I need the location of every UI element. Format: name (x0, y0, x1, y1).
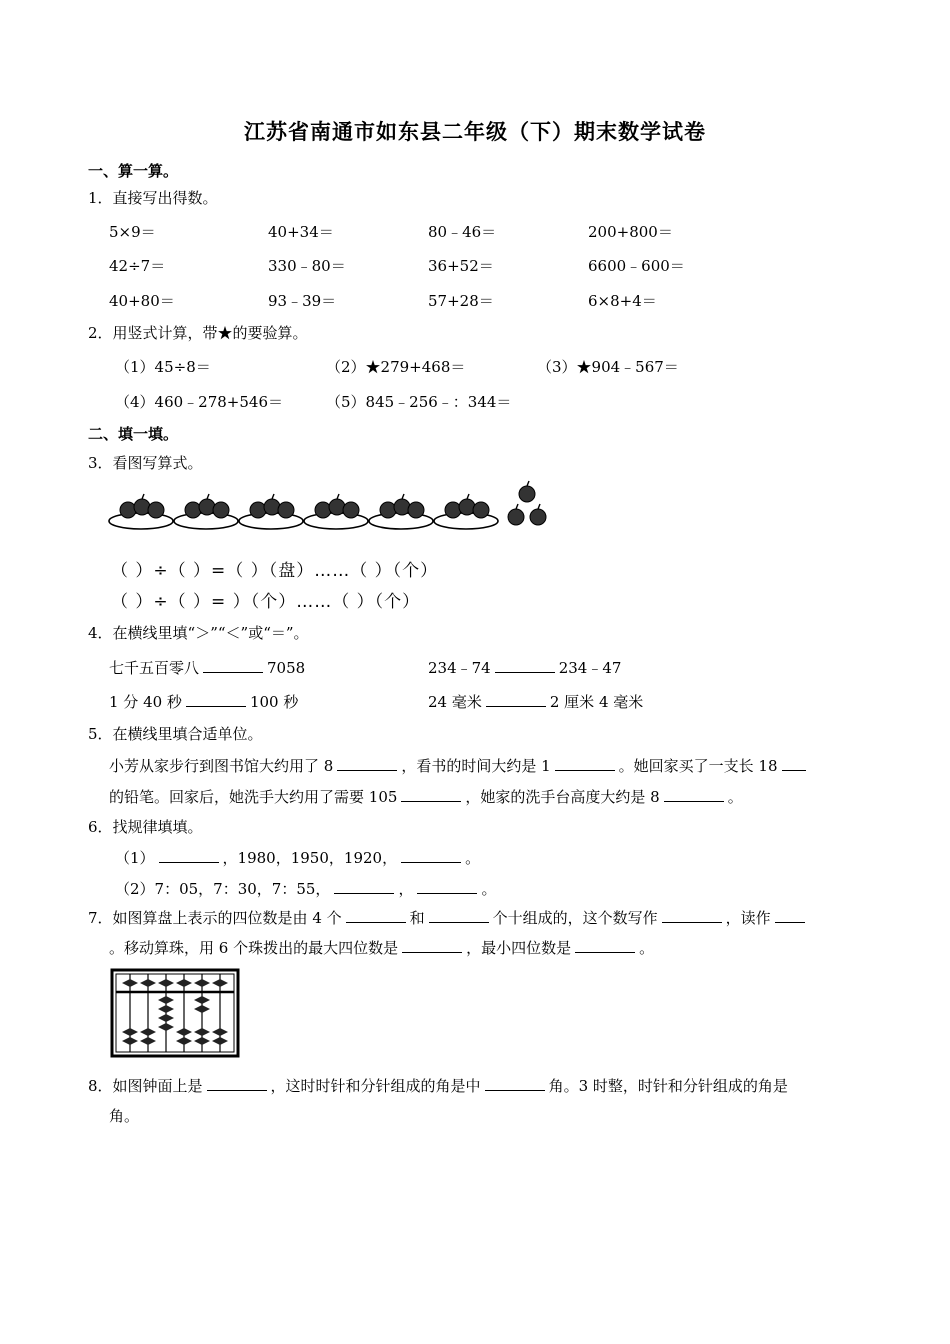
q5-text: 的铅笔。回家后，她洗手大约用了需要 105 (109, 788, 398, 806)
q5-line-2 (109, 786, 743, 807)
answer-blank[interactable] (775, 910, 805, 923)
q8-line-2: 角。 (109, 1107, 140, 1125)
answer-blank[interactable] (555, 758, 615, 771)
q4-item-c (109, 691, 298, 712)
calc-item: 5×9＝ (109, 223, 156, 241)
calc-item: 42÷7＝ (109, 257, 166, 275)
answer-blank[interactable] (417, 881, 477, 894)
answer-blank[interactable] (334, 881, 394, 894)
q5-text: 小芳从家步行到图书馆大约用了 8 (109, 757, 334, 775)
q5-text: ，她家的洗手台高度大约是 8 (465, 788, 660, 806)
q6-text: （2）7：05，7：30，7：55， (115, 880, 331, 898)
q8-line-1 (88, 1075, 788, 1096)
answer-blank[interactable] (401, 850, 461, 863)
q7-text: ，最小四位数是 (466, 939, 572, 957)
answer-blank[interactable] (159, 850, 219, 863)
calc-item: 93﹣39＝ (268, 292, 337, 310)
q4-a-left: 七千五百零八 (109, 659, 200, 677)
apple-plates-figure (108, 480, 558, 540)
q7-line-2 (109, 937, 654, 958)
abacus-figure (110, 968, 240, 1058)
q3-equation-row-1: （ ）÷（ ）=（ ）（盘）……（ ）（个） (111, 561, 439, 581)
answer-blank[interactable] (782, 758, 806, 771)
vertical-calc-item: （4）460﹣278+546＝ (115, 393, 284, 411)
q4-b-right: 234﹣47 (558, 659, 622, 677)
answer-blank[interactable] (429, 910, 489, 923)
q4-d-left: 24 毫米 (428, 693, 482, 711)
q1-stem: 1．直接写出得数。 (88, 189, 218, 207)
q7-line-1 (88, 907, 809, 928)
q4-item-a (109, 657, 305, 678)
answer-blank[interactable] (486, 694, 546, 707)
answer-blank[interactable] (495, 660, 555, 673)
answer-blank[interactable] (402, 940, 462, 953)
answer-blank[interactable] (186, 694, 246, 707)
q5-line-1 (109, 755, 810, 776)
q4-b-left: 234﹣74 (428, 659, 491, 677)
vertical-calc-item: （1）45÷8＝ (115, 358, 211, 376)
answer-blank[interactable] (346, 910, 406, 923)
calc-item: 80﹣46＝ (428, 223, 497, 241)
q7-text: 。 (639, 939, 655, 957)
q8-text: ，这时时针和分针组成的角是中 (270, 1077, 481, 1095)
answer-blank[interactable] (664, 789, 724, 802)
q3-equation-row-2: （ ）÷（ ）= ）（个）……（ ）（个） (111, 592, 421, 612)
section-heading-1: 一、算一算。 (88, 162, 179, 180)
calc-item: 6600﹣600＝ (588, 257, 685, 275)
calc-item: 6×8+4＝ (588, 292, 657, 310)
q5-stem: 5．在横线里填合适单位。 (88, 725, 263, 743)
q5-text: ，看书的时间大约是 1 (401, 757, 551, 775)
q8-text: 8．如图钟面上是 (88, 1077, 203, 1095)
calc-item: 57+28＝ (428, 292, 494, 310)
q6-part-1 (115, 847, 480, 868)
vertical-calc-item: （2）★279+468＝ (326, 358, 466, 376)
q6-text: ， (398, 880, 414, 898)
section-heading-2: 二、填一填。 (88, 425, 179, 443)
answer-blank[interactable] (662, 910, 722, 923)
page-title: 江苏省南通市如东县二年级（下）期末数学试卷 (244, 119, 706, 144)
q4-d-right: 2 厘米 4 毫米 (549, 693, 644, 711)
q4-c-left: 1 分 40 秒 (109, 693, 182, 711)
q6-text: ，1980，1950，1920， (222, 849, 398, 867)
q4-a-right: 7058 (267, 659, 306, 677)
q4-item-b (428, 657, 621, 678)
vertical-calc-item: （3）★904﹣567＝ (537, 358, 679, 376)
q7-text: ，读作 (725, 909, 771, 927)
q5-text: 。 (727, 788, 743, 806)
q6-stem: 6．找规律填填。 (88, 818, 203, 836)
answer-blank[interactable] (575, 940, 635, 953)
q4-item-d (428, 691, 643, 712)
answer-blank[interactable] (207, 1078, 267, 1091)
q6-text: 。 (481, 880, 497, 898)
answer-blank[interactable] (401, 789, 461, 802)
q6-part-2 (115, 878, 496, 899)
q7-text: 7．如图算盘上表示的四位数是由 4 个 (88, 909, 342, 927)
answer-blank[interactable] (203, 660, 263, 673)
q5-text: 。她回家买了一支长 18 (618, 757, 778, 775)
calc-item: 330﹣80＝ (268, 257, 346, 275)
calc-item: 200+800＝ (588, 223, 673, 241)
q7-text: 个十组成的，这个数写作 (492, 909, 658, 927)
q7-text: 。移动算珠，用 6 个珠拨出的最大四位数是 (109, 939, 399, 957)
q2-stem: 2．用竖式计算，带★的要验算。 (88, 324, 308, 342)
calc-item: 36+52＝ (428, 257, 494, 275)
q3-stem: 3．看图写算式。 (88, 454, 203, 472)
q4-stem: 4．在横线里填“＞”“＜”或“＝”。 (88, 624, 309, 642)
q4-c-right: 100 秒 (249, 693, 299, 711)
answer-blank[interactable] (337, 758, 397, 771)
q6-text: 。 (465, 849, 481, 867)
calc-item: 40+34＝ (268, 223, 334, 241)
q6-text: （1） (115, 849, 155, 867)
vertical-calc-item: （5）845﹣256﹣：344＝ (326, 393, 512, 411)
calc-item: 40+80＝ (109, 292, 175, 310)
answer-blank[interactable] (485, 1078, 545, 1091)
q7-text: 和 (409, 909, 425, 927)
q8-text: 角。3 时整，时针和分针组成的角是 (548, 1077, 788, 1095)
